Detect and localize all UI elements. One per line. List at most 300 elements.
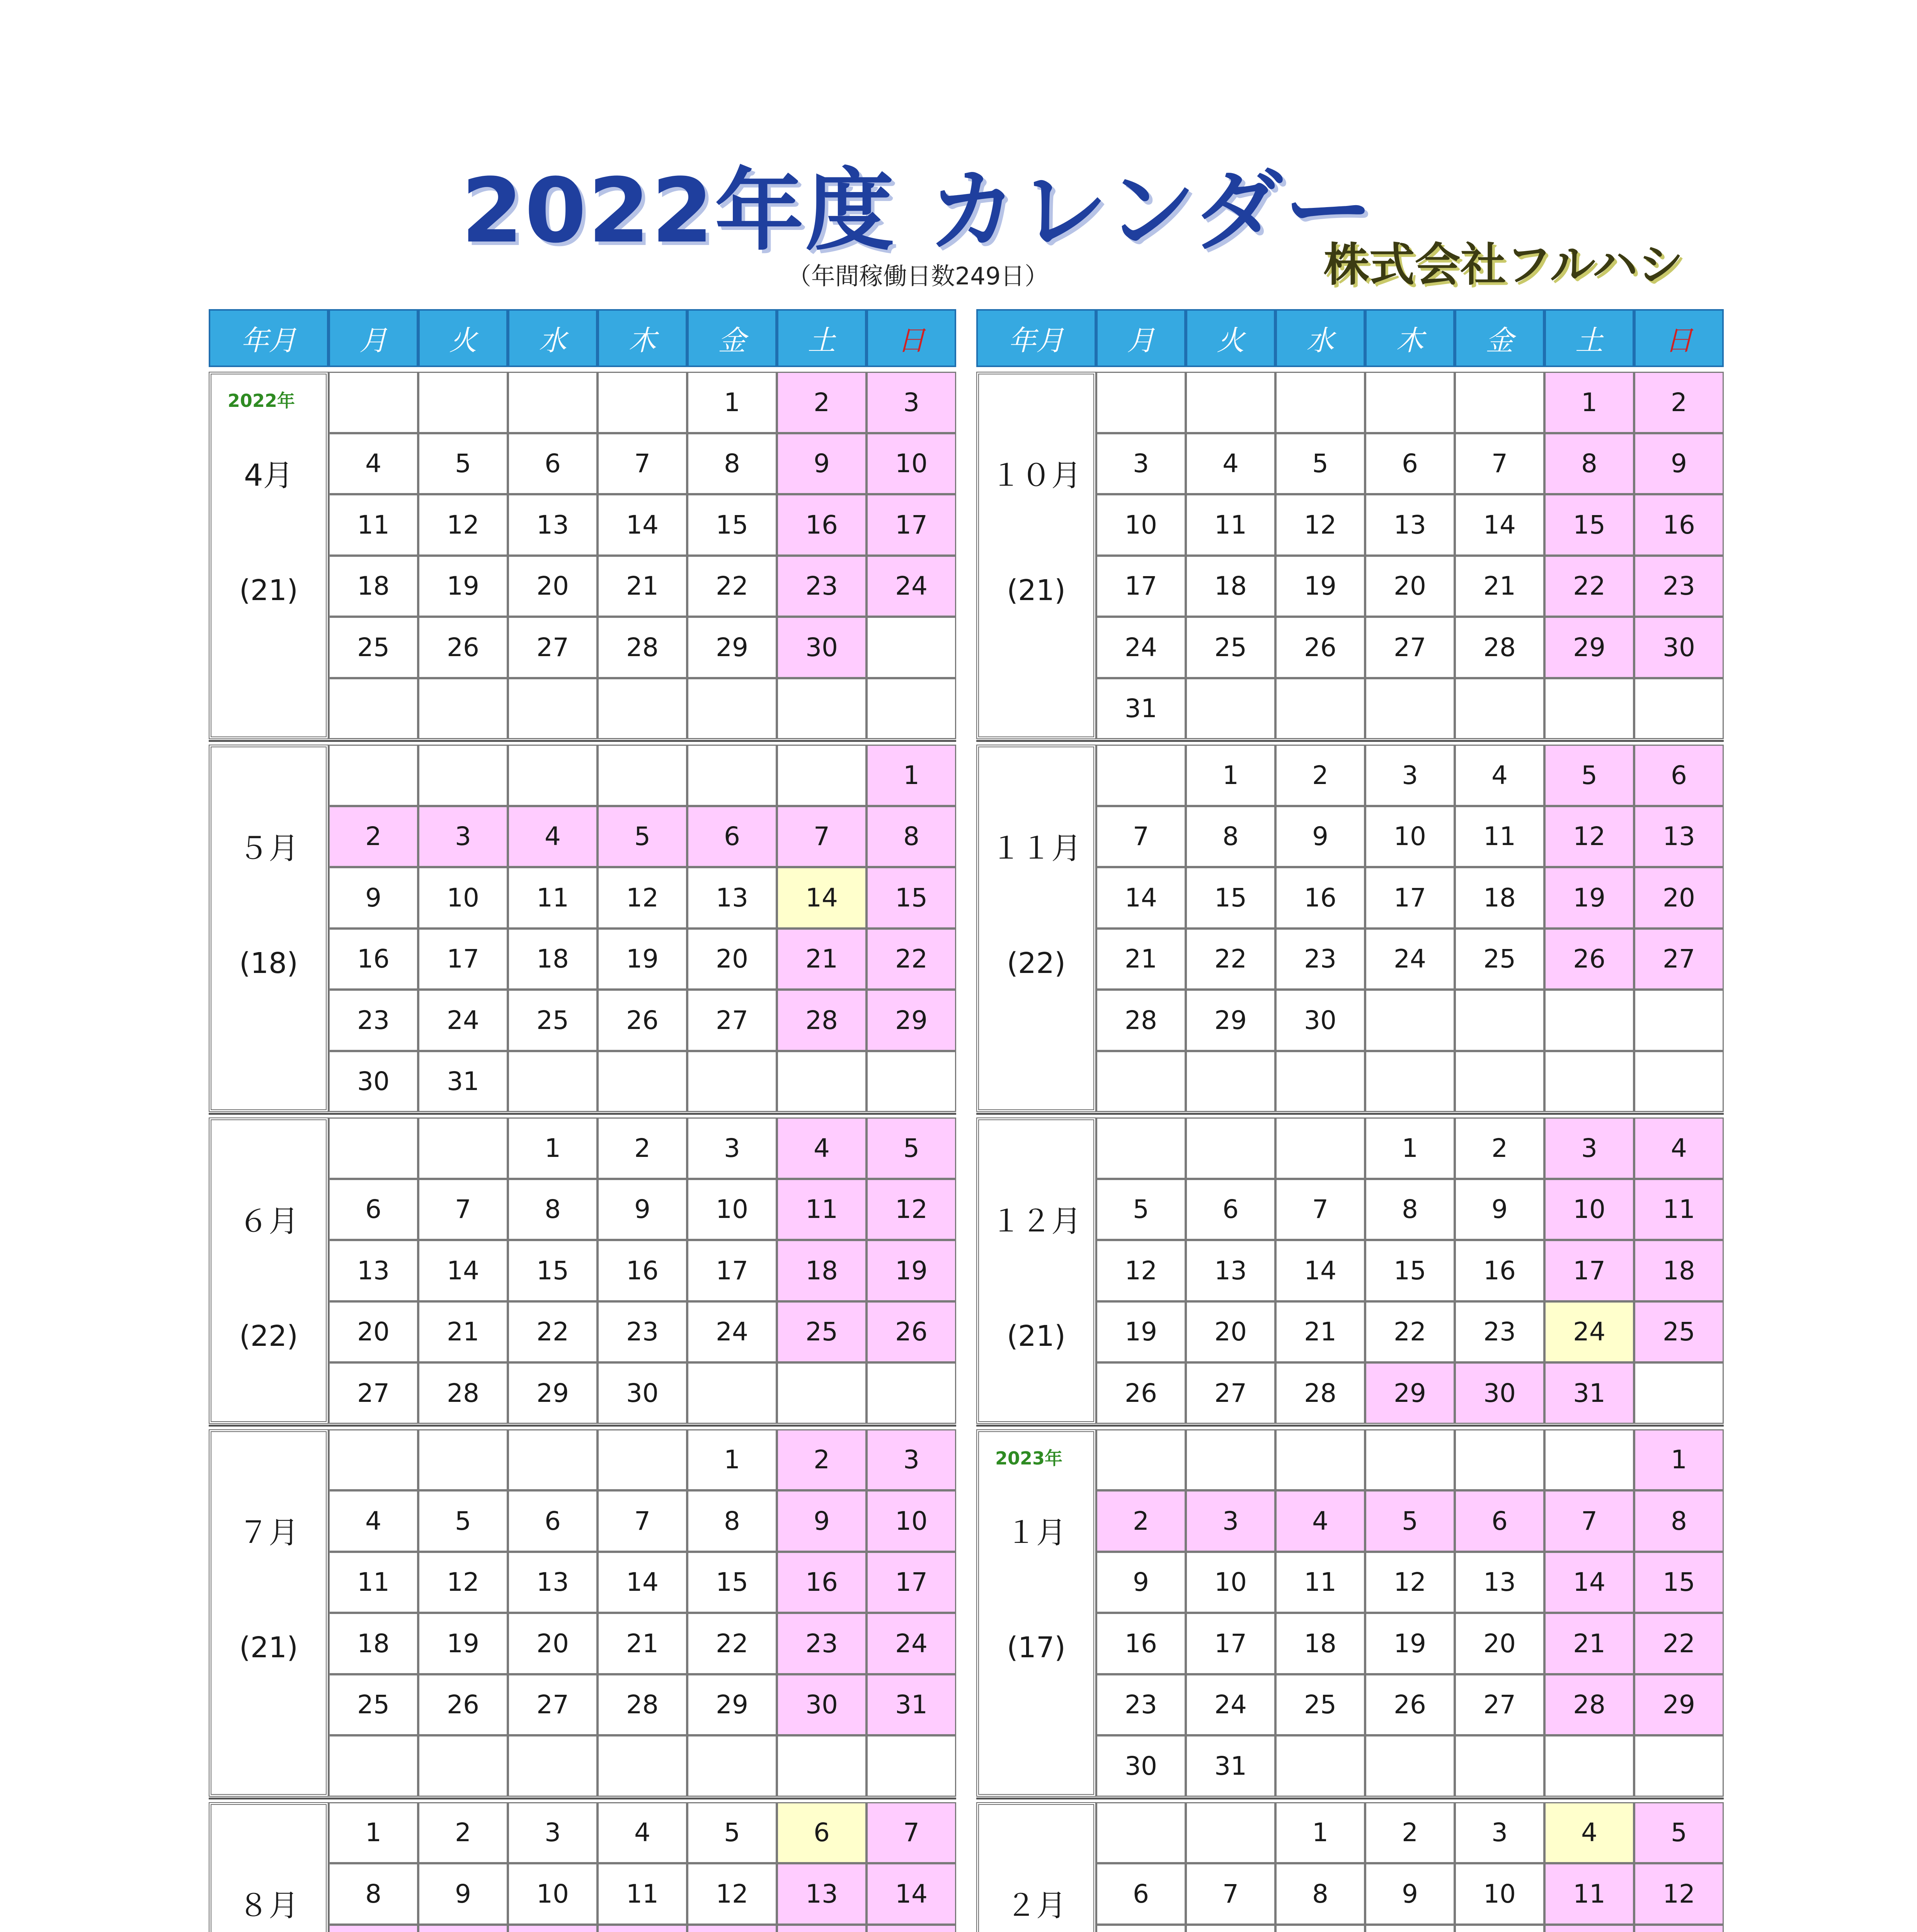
day-cell-holiday: 23 [777,1613,867,1674]
day-cell-holiday: 29 [1544,617,1634,678]
day-cell: 18 [329,1613,418,1674]
day-cell-empty [418,372,508,433]
day-cell: 1 [687,1429,777,1491]
day-cell-empty [508,678,598,740]
day-cell: 31 [418,1051,508,1112]
day-cell-empty [1365,1429,1455,1491]
header-weekday: 金 [1455,309,1544,367]
day-cell: 10 [1365,806,1455,867]
day-cell-empty [1634,1735,1724,1797]
header-weekday: 木 [598,309,687,367]
month-cell [976,1117,1096,1424]
day-cell: 28 [1096,990,1186,1051]
day-cell-holiday: 7 [1544,1490,1634,1552]
month-cell [976,745,1096,1112]
day-cell: 6 [1365,433,1455,495]
day-cell: 14 [1096,867,1186,929]
day-cell-empty [1634,1362,1724,1424]
day-cell-holiday: 6 [687,806,777,867]
day-cell: 22 [687,556,777,617]
header-year-month: 年月 [209,309,329,367]
day-cell: 18 [1186,556,1275,617]
month-label: １０月 [991,458,1081,493]
day-cell-empty [687,1362,777,1424]
day-cell-holiday: 4 [508,806,598,867]
day-cell-holiday: 3 [1186,1490,1275,1552]
day-cell: 22 [1186,929,1275,990]
day-cell-holiday: 23 [1634,556,1724,617]
day-cell: 23 [1096,1674,1186,1736]
day-cell: 12 [1365,1552,1455,1613]
day-cell-holiday: 17 [867,1552,956,1613]
day-cell: 7 [598,433,687,495]
day-cell-empty [1544,1429,1634,1491]
day-cell: 12 [1096,1240,1186,1301]
day-cell-empty [1365,1735,1455,1797]
day-cell-empty [418,1117,508,1179]
day-cell: 9 [1275,806,1365,867]
day-cell-empty [777,745,867,806]
day-cell: 4 [1455,745,1544,806]
day-cell-empty [867,617,956,678]
day-cell-empty [1186,1429,1275,1491]
day-cell: 25 [1275,1674,1365,1736]
day-cell: 7 [418,1179,508,1240]
day-cell-empty [687,745,777,806]
day-cell: 15 [508,1240,598,1301]
day-cell: 30 [1275,990,1365,1051]
month-cell [209,745,329,1112]
day-cell: 1 [1186,745,1275,806]
day-cell-empty [1365,678,1455,740]
day-cell-empty [598,372,687,433]
header-weekday: 水 [508,309,598,367]
day-cell-holiday: 7 [777,806,867,867]
day-cell-holiday: 9 [777,433,867,495]
day-cell-holiday: 5 [867,1117,956,1179]
day-cell-empty [1096,745,1186,806]
day-cell: 18 [1455,867,1544,929]
day-cell-holiday: 19 [1544,867,1634,929]
day-cell: 14 [1275,1240,1365,1301]
day-cell: 26 [1096,1362,1186,1424]
day-cell-empty [1186,1802,1275,1864]
day-cell: 5 [1096,1179,1186,1240]
day-cell-holiday: 3 [867,1429,956,1491]
month-cell [209,1802,329,1932]
day-cell: 4 [329,1490,418,1552]
company-name: 株式会社フルハシ [1323,238,1684,291]
day-cell-empty [508,372,598,433]
day-cell-empty [598,678,687,740]
day-cell: 13 [1365,494,1455,556]
day-cell-holiday: 16 [777,1552,867,1613]
day-cell: 19 [598,929,687,990]
day-cell: 12 [687,1863,777,1925]
day-cell: 1 [329,1802,418,1864]
day-cell-holiday: 10 [867,1490,956,1552]
year-label: 2023年 [995,1447,1063,1469]
day-cell-holiday: 15 [1634,1552,1724,1613]
month-label: １２月 [991,1204,1081,1239]
day-cell-holiday: 8 [1544,433,1634,495]
day-cell: 17 [687,1240,777,1301]
month-label: １１月 [991,831,1081,866]
day-cell: 27 [508,1674,598,1736]
day-cell-holiday: 5 [1634,1802,1724,1864]
block-separator [976,740,1724,742]
day-cell: 21 [1275,1301,1365,1363]
day-cell-holiday: 2 [329,806,418,867]
day-cell-holiday: 18 [1634,1240,1724,1301]
day-cell-holiday: 15 [867,867,956,929]
day-cell-holiday: 24 [867,1613,956,1674]
header-weekday: 火 [418,309,508,367]
day-cell-empty [687,1735,777,1797]
day-cell-holiday: 27 [1634,929,1724,990]
day-cell-empty [1275,1117,1365,1179]
day-cell: 6 [1186,1179,1275,1240]
day-cell: 30 [329,1051,418,1112]
day-cell-holiday [418,1925,508,1932]
day-cell: 6 [1096,1863,1186,1925]
block-separator [209,1113,956,1115]
day-cell-holiday: 16 [1634,494,1724,556]
day-cell: 11 [508,867,598,929]
day-cell-holiday: 12 [1634,1863,1724,1925]
day-cell: 18 [329,556,418,617]
day-cell-empty [418,1735,508,1797]
day-cell: 24 [418,990,508,1051]
day-cell: 17 [1365,867,1455,929]
day-cell: 20 [1186,1301,1275,1363]
day-cell-holiday: 2 [1096,1490,1186,1552]
day-cell-holiday: 25 [777,1301,867,1363]
day-cell-holiday: 21 [777,929,867,990]
day-cell: 26 [418,1674,508,1736]
month-label: ８月 [238,1888,299,1923]
day-cell-holiday: 3 [1544,1117,1634,1179]
day-cell: 20 [508,1613,598,1674]
day-cell-holiday: 3 [418,806,508,867]
day-cell: 22 [687,1613,777,1674]
day-cell: 8 [687,1490,777,1552]
day-cell: 16 [1455,1240,1544,1301]
day-cell-empty [508,1429,598,1491]
block-separator [209,740,956,742]
day-cell: 6 [508,433,598,495]
day-cell-empty [1455,372,1544,433]
day-cell-holiday: 22 [1544,556,1634,617]
day-cell: 19 [418,556,508,617]
day-cell-empty [1275,1051,1365,1112]
day-cell: 13 [508,494,598,556]
day-cell: 7 [598,1490,687,1552]
day-cell-holiday: 10 [867,433,956,495]
day-cell: 17 [1186,1613,1275,1674]
day-cell-empty [867,678,956,740]
day-cell: 24 [1096,617,1186,678]
day-cell: 30 [1096,1735,1186,1797]
day-cell: 27 [1455,1674,1544,1736]
day-cell: 23 [1275,929,1365,990]
day-cell-holiday: 11 [777,1179,867,1240]
day-cell: 20 [1365,556,1455,617]
header-weekday: 水 [1275,309,1365,367]
day-cell-empty [508,1051,598,1112]
day-cell-holiday: 11 [1544,1863,1634,1925]
day-cell: 26 [418,617,508,678]
day-cell: 15 [687,494,777,556]
header-weekday: 月 [329,309,418,367]
day-cell-empty [418,1429,508,1491]
day-cell-empty [1186,1117,1275,1179]
day-cell-holiday: 16 [777,494,867,556]
day-cell-holiday: 1 [1634,1429,1724,1491]
day-cell-holiday [867,1925,956,1932]
day-cell: 13 [1455,1552,1544,1613]
day-cell: 9 [1455,1179,1544,1240]
day-cell [1365,1925,1455,1932]
day-cell-holiday: 26 [1544,929,1634,990]
day-cell-paid-leave: 6 [777,1802,867,1864]
day-cell: 8 [329,1863,418,1925]
day-cell: 21 [598,1613,687,1674]
day-cell-empty [1096,1117,1186,1179]
day-cell-empty [329,678,418,740]
day-cell-paid-leave: 24 [1544,1301,1634,1363]
day-cell: 1 [508,1117,598,1179]
header-year-month: 年月 [976,309,1096,367]
day-cell-empty [1455,678,1544,740]
day-cell: 10 [1186,1552,1275,1613]
day-cell: 9 [329,867,418,929]
header-weekday: 土 [777,309,867,367]
day-cell-empty [1455,1429,1544,1491]
day-cell: 13 [508,1552,598,1613]
day-cell-holiday: 8 [867,806,956,867]
day-cell: 24 [1365,929,1455,990]
day-cell: 22 [508,1301,598,1363]
day-cell-holiday [1634,1925,1724,1932]
day-cell: 23 [598,1301,687,1363]
day-cell-holiday: 19 [867,1240,956,1301]
month-cell [209,1117,329,1424]
day-cell: 23 [1455,1301,1544,1363]
day-cell: 19 [1096,1301,1186,1363]
day-cell: 22 [1365,1301,1455,1363]
day-cell-empty [1186,372,1275,433]
day-cell-holiday: 15 [1544,494,1634,556]
day-cell: 3 [1096,433,1186,495]
day-cell: 4 [329,433,418,495]
month-label: １月 [1006,1515,1066,1550]
day-cell-holiday: 29 [867,990,956,1051]
day-cell: 26 [1275,617,1365,678]
day-cell: 21 [598,556,687,617]
day-cell-paid-leave: 4 [1544,1802,1634,1864]
day-cell: 8 [508,1179,598,1240]
day-cell-empty [1455,990,1544,1051]
day-cell-holiday: 8 [1634,1490,1724,1552]
day-cell: 18 [508,929,598,990]
day-cell: 28 [1455,617,1544,678]
month-cell [976,1429,1096,1797]
day-cell-empty [1186,1051,1275,1112]
day-cell-empty [418,745,508,806]
day-cell-holiday: 30 [777,1674,867,1736]
month-cell [209,372,329,739]
month-workdays: (21) [239,573,298,607]
day-cell: 6 [329,1179,418,1240]
day-cell: 9 [1096,1552,1186,1613]
day-cell-empty [777,1051,867,1112]
day-cell-holiday: 31 [1544,1362,1634,1424]
day-cell-holiday: 2 [777,372,867,433]
day-cell-holiday: 25 [1634,1301,1724,1363]
day-cell-holiday: 14 [1544,1552,1634,1613]
day-cell-holiday: 14 [867,1863,956,1925]
day-cell: 4 [598,1802,687,1864]
day-cell: 20 [1455,1613,1544,1674]
day-cell-holiday: 29 [1365,1362,1455,1424]
day-cell: 25 [508,990,598,1051]
day-cell: 2 [1365,1802,1455,1864]
day-cell-empty [598,1429,687,1491]
month-label: 4月 [244,458,293,493]
day-cell-empty [1275,372,1365,433]
year-label: 2022年 [228,390,295,411]
day-cell-empty [867,1735,956,1797]
day-cell: 31 [1186,1735,1275,1797]
day-cell: 11 [1455,806,1544,867]
day-cell: 28 [598,617,687,678]
day-cell: 25 [1186,617,1275,678]
header-weekday: 火 [1186,309,1275,367]
month-workdays: (22) [1007,946,1066,980]
day-cell: 9 [1365,1863,1455,1925]
day-cell: 11 [1275,1552,1365,1613]
day-cell: 24 [1186,1674,1275,1736]
day-cell: 11 [598,1863,687,1925]
day-cell-empty [1544,678,1634,740]
day-cell: 8 [1365,1179,1455,1240]
day-cell-holiday: 13 [1634,806,1724,867]
day-cell-empty [329,745,418,806]
day-cell-holiday [777,1925,867,1932]
day-cell: 14 [598,1552,687,1613]
day-cell-empty [1365,1051,1455,1112]
day-cell: 29 [687,1674,777,1736]
day-cell-empty [867,1362,956,1424]
day-cell: 13 [329,1240,418,1301]
day-cell: 16 [329,929,418,990]
day-cell-holiday: 30 [777,617,867,678]
day-cell: 3 [687,1117,777,1179]
day-cell-empty [1186,678,1275,740]
day-cell-empty [1275,1735,1365,1797]
day-cell: 14 [598,494,687,556]
month-workdays: (21) [239,1631,298,1664]
day-cell: 17 [1096,556,1186,617]
day-cell [1096,1925,1186,1932]
day-cell: 7 [1455,433,1544,495]
day-cell-empty [418,678,508,740]
header-weekday: 金 [687,309,777,367]
day-cell: 16 [1275,867,1365,929]
day-cell: 9 [418,1863,508,1925]
day-cell-empty [598,745,687,806]
day-cell: 10 [508,1863,598,1925]
day-cell: 12 [598,867,687,929]
day-cell: 11 [329,1552,418,1613]
day-cell-holiday: 10 [1544,1179,1634,1240]
day-cell-empty [1096,372,1186,433]
day-cell-empty [687,1051,777,1112]
day-cell-holiday [598,1925,687,1932]
day-cell: 21 [418,1301,508,1363]
day-cell: 10 [1096,494,1186,556]
day-cell-holiday: 28 [1544,1674,1634,1736]
day-cell-empty [1275,1429,1365,1491]
day-cell-holiday: 18 [777,1240,867,1301]
day-cell-empty [777,1362,867,1424]
day-cell-holiday: 21 [1544,1613,1634,1674]
day-cell-holiday: 4 [1275,1490,1365,1552]
day-cell-holiday: 2 [1634,372,1724,433]
day-cell-empty [329,372,418,433]
day-cell-holiday: 1 [1544,372,1634,433]
day-cell: 7 [1096,806,1186,867]
day-cell: 13 [687,867,777,929]
day-cell: 13 [1186,1240,1275,1301]
day-cell-empty [1455,1735,1544,1797]
day-cell-empty [329,1735,418,1797]
header-weekday: 土 [1544,309,1634,367]
day-cell-holiday: 30 [1455,1362,1544,1424]
day-cell-holiday: 20 [1634,867,1724,929]
day-cell: 29 [1186,990,1275,1051]
month-workdays: (17) [1007,1631,1066,1664]
day-cell: 10 [418,867,508,929]
day-cell-holiday: 4 [1634,1117,1724,1179]
day-cell: 10 [1455,1863,1544,1925]
day-cell-empty [508,1735,598,1797]
day-cell-holiday: 6 [1455,1490,1544,1552]
block-separator [976,1425,1724,1427]
month-workdays: (21) [1007,573,1066,607]
day-cell-holiday: 17 [867,494,956,556]
day-cell-empty [777,1735,867,1797]
day-cell: 6 [508,1490,598,1552]
day-cell-empty [1634,1051,1724,1112]
day-cell: 29 [687,617,777,678]
day-cell: 15 [1365,1240,1455,1301]
day-cell: 4 [1186,433,1275,495]
day-cell: 26 [1365,1674,1455,1736]
day-cell-empty [1275,678,1365,740]
day-cell: 1 [687,372,777,433]
day-cell-holiday: 22 [867,929,956,990]
day-cell: 11 [1186,494,1275,556]
day-cell: 3 [1365,745,1455,806]
day-cell: 3 [1455,1802,1544,1864]
day-cell: 14 [418,1240,508,1301]
day-cell-holiday: 12 [867,1179,956,1240]
day-cell: 17 [418,929,508,990]
annual-workdays-note: （年間稼働日数249日） [787,262,1049,290]
day-cell-empty [1544,1051,1634,1112]
